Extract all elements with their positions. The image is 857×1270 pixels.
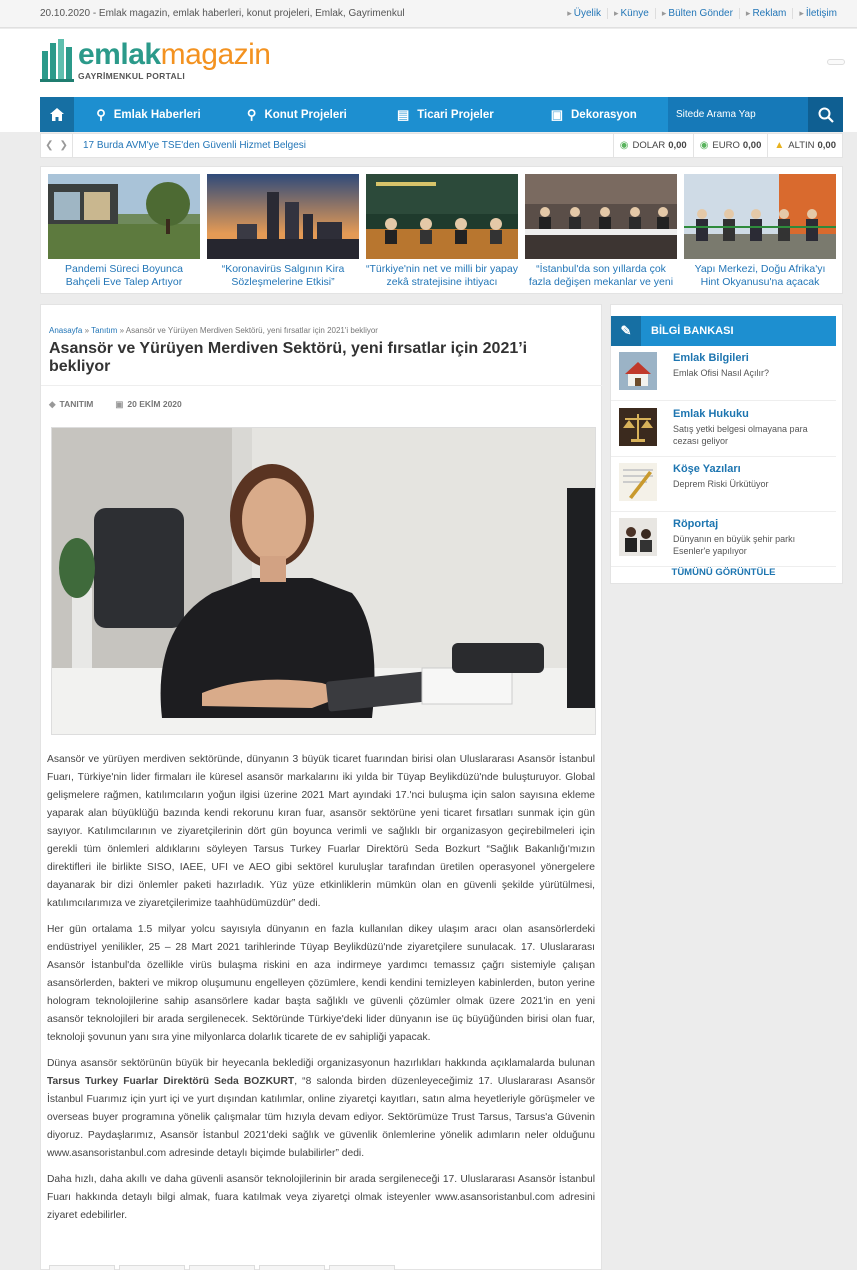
sidebar-item-desc: Emlak Ofisi Nasıl Açılır? — [673, 368, 770, 378]
gallery-caption: Yapı Merkezi, Doğu Afrika'yı Hint Okyanusu'na açacak — [694, 263, 826, 288]
currency-value: 0,00 — [668, 140, 687, 151]
currency-value: 0,00 — [817, 140, 836, 151]
home-button[interactable] — [40, 97, 74, 132]
paragraph-text: Dünya asansör sektörünün büyük bir heyecanla beklediği organizasyonun hazırlıkları hakkında açıklamalarda bulunan — [47, 1058, 595, 1069]
list-icon: ▸ — [613, 8, 619, 18]
site-search — [668, 97, 843, 132]
breadcrumb: Anasayfa » Tanıtım » Asansör ve Yürüyen Merdiven Sektörü, yeni fırsatlar için 2021'i bekliyor — [49, 326, 378, 335]
share-button[interactable] — [49, 1265, 115, 1270]
megaphone-icon: ▸ — [745, 8, 751, 18]
sidebar-item-desc: Satış yetki belgesi olmayana para cezası geliyor — [673, 424, 808, 446]
currency-euro — [693, 134, 768, 157]
currency-dollar — [613, 134, 693, 157]
top-link-membership[interactable] — [561, 8, 607, 19]
nav-dekorasyon[interactable] — [520, 97, 668, 132]
gold-bars-icon: ▲ — [774, 140, 785, 151]
nav-konut-projeleri[interactable] — [223, 97, 371, 132]
currency-gold — [767, 134, 842, 157]
gallery-item[interactable] — [684, 174, 836, 289]
sidebar-thumb-scales — [619, 408, 657, 446]
logo-part-emlak: emlak — [78, 38, 161, 71]
gallery-item[interactable] — [207, 174, 359, 289]
search-icon — [818, 107, 834, 123]
gallery-image-panel-stage — [366, 174, 518, 259]
currency-label: EURO — [712, 140, 740, 151]
sidebar-item-title: Röportaj — [673, 518, 719, 530]
article-body — [47, 751, 595, 1233]
ticker-headline[interactable]: 17 Burda AVM'ye TSE'den Güvenli Hizmet Belgesi — [83, 140, 307, 151]
widget-header — [611, 316, 836, 346]
article-photo — [51, 427, 596, 735]
gallery-image-city-skyline — [207, 174, 359, 259]
top-link-label: Üyelik — [573, 8, 601, 19]
featured-gallery — [40, 166, 843, 294]
main-nav — [40, 97, 843, 132]
chart-icon: ▤ — [396, 106, 410, 122]
top-link-label: Reklam — [752, 8, 787, 19]
article-title: Asansör ve Yürüyen Merdiven Sektörü, yeni fırsatlar için 2021’i bekliyor — [49, 340, 528, 375]
search-icon: ⚲ — [246, 106, 257, 122]
article-meta — [49, 399, 182, 410]
breadcrumb-current: Asansör ve Yürüyen Merdiven Sektörü, yeni fırsatlar için 2021'i bekliyor — [125, 326, 378, 335]
chevron-right-icon[interactable]: ❯ — [59, 140, 68, 151]
sofa-icon: ▣ — [550, 106, 563, 122]
top-link-contact[interactable] — [792, 8, 843, 19]
sidebar-item-emlak-bilgileri[interactable] — [611, 346, 836, 401]
nav-label: Ticari Projeler — [417, 108, 494, 121]
breadcrumb-home[interactable]: Anasayfa — [49, 326, 83, 335]
dollar-icon: ◉ — [619, 140, 629, 151]
date-label: 20 EKİM 2020 — [127, 399, 182, 409]
article-paragraph: Asansör ve yürüyen merdiven sektöründe, dünyanın 3 büyük ticaret fuarından birisi olan Uluslararası Asansör İstanbul Fuarı, Türkiye'nin lider firmaları ile küresel asansör markalarını iki yılda bir Tüyap Beylikdüzü'nde buluşturuyor. Global gelişmelere rağmen, katılımcıların yoğun ilgisi üzerine 2021 Mart ayındaki 17.'nci buluşma için salon sayısına ekleme yaparak alan büyüklüğü bazında kendi rekorunu kıran fuar, asansör sektörüne yeni ticaret fırsatları sunmak için gün sayıyor. Katılımcılarının ve ziyaretçilerinin dört gün boyunca verimli ve sağlıklı bir organizasyon geçirebilmeleri için gerekli tüm önlemleri aldıklarını söyleyen Tarsus Turkey Fuarlar Direktörü Seda Bozkurt “Sağlık Bakanlığı'mızın direktifleri ile birlikte SISO, IAEE, UFI ve AEO gibi sektörel kuruluşlar tarafından üretilen operasyonel yönergelere dayanarak bir dizi önlemler paketi hazırladık. Yüz yüze etkinliklerin mümkün olan en güvenli şekilde yürütülmesi, katılımcılarımıza ve ziyaretçilerimize taahhüdümüzdür” dedi. — [47, 754, 595, 909]
sidebar-thumb-house — [619, 352, 657, 390]
share-bar — [49, 1265, 395, 1270]
nav-label: Emlak Haberleri — [113, 108, 201, 121]
sidebar-item-desc: Dünyanın en büyük şehir parkı Esenler'e yapılıyor — [673, 534, 796, 556]
site-logo[interactable] — [40, 39, 270, 83]
gallery-caption: “İstanbul'da son yıllarda çok fazla değişen mekanlar ve yeni — [528, 263, 674, 288]
logo-wordmark — [78, 39, 270, 71]
nav-label: Konut Projeleri — [264, 108, 347, 121]
ticker-arrows — [41, 134, 73, 157]
sidebar-item-desc: Deprem Riski Ürkütüyor — [673, 479, 769, 489]
sidebar-thumb-pen-paper — [619, 463, 657, 501]
nav-label: Dekorasyon — [571, 108, 637, 121]
site-info-text: 20.10.2020 - Emlak magazin, emlak haberleri, konut projeleri, Emlak, Gayrimenkul — [40, 8, 405, 19]
header-toggle[interactable] — [827, 59, 845, 65]
category-label: TANITIM — [59, 399, 94, 409]
top-link-label: Künye — [620, 8, 649, 19]
search-icon: ⚲ — [96, 106, 106, 122]
widget-title: BİLGİ BANKASI — [651, 325, 734, 337]
share-button[interactable] — [329, 1265, 395, 1270]
layers-icon: ◆ — [49, 399, 56, 409]
top-link-newsletter[interactable] — [655, 8, 739, 19]
article — [40, 304, 602, 1270]
home-icon — [50, 108, 64, 121]
share-button[interactable] — [259, 1265, 325, 1270]
knowledge-bank-widget — [610, 304, 843, 584]
currency-label: ALTIN — [788, 140, 815, 151]
sidebar-item-emlak-hukuku[interactable] — [611, 402, 836, 457]
article-date — [115, 399, 181, 410]
calendar-icon: ▣ — [115, 399, 124, 409]
divider — [41, 385, 603, 386]
share-button[interactable] — [189, 1265, 255, 1270]
nav-ticari-projeler[interactable] — [371, 97, 519, 132]
mail-icon: ▸ — [661, 8, 667, 18]
article-paragraph — [47, 1055, 595, 1163]
gallery-image-conference — [525, 174, 677, 259]
top-link-ads[interactable] — [739, 8, 792, 19]
top-link-label: Bülten Gönder — [668, 8, 733, 19]
logo-building-icon — [40, 39, 74, 83]
sidebar-item-title: Emlak Hukuku — [673, 408, 749, 420]
top-link-masthead[interactable] — [607, 8, 655, 19]
top-links — [561, 8, 843, 19]
chevron-left-icon[interactable]: ❮ — [45, 140, 54, 151]
euro-icon: ◉ — [699, 140, 709, 151]
article-paragraph: Daha hızlı, daha akıllı ve daha güvenli asansör teknolojilerinin bir arada sergileneceği 17. Uluslararası Asansör İstanbul Fuarı hakkında detaylı bilgi almak, fuara katılmak veya ziyaretçi olmak isteyenler www.asansoristanbul.com adresini ziyaret edebilirler. — [47, 1174, 595, 1221]
pen-icon: ✎ — [611, 316, 641, 346]
gallery-caption: “Türkiye'nin net ve milli bir yapay zekâ stratejisine ihtiyacı — [366, 263, 518, 288]
search-button[interactable] — [808, 97, 843, 132]
article-category[interactable] — [49, 399, 93, 410]
logo-tagline: GAYRİMENKUL PORTALI — [78, 71, 186, 81]
phone-icon: ▸ — [799, 8, 804, 18]
sidebar-item-kose-yazilari[interactable] — [611, 457, 836, 512]
gallery-item[interactable] — [48, 174, 200, 289]
share-button[interactable] — [119, 1265, 185, 1270]
gallery-item[interactable] — [366, 174, 518, 289]
currency-value: 0,00 — [742, 140, 762, 151]
paragraph-bold-text: Tarsus Turkey Fuarlar Direktörü Seda BOZKURT — [47, 1076, 295, 1087]
gallery-image-garden-house — [48, 174, 200, 259]
sidebar-item-title: Emlak Bilgileri — [673, 352, 749, 364]
sidebar-thumb-interview — [619, 518, 657, 556]
gallery-image-ribbon-ceremony — [684, 174, 836, 259]
currency-label: DOLAR — [632, 140, 666, 151]
gallery-caption: Pandemi Süreci Boyunca Bahçeli Eve Talep Artıyor — [65, 263, 183, 288]
breadcrumb-category[interactable]: Tanıtım — [91, 326, 118, 335]
sidebar-item-roportaj[interactable] — [611, 512, 836, 567]
news-ticker — [40, 133, 843, 158]
user-icon: ▸ — [567, 8, 572, 18]
search-input[interactable] — [668, 97, 808, 132]
nav-emlak-haberleri[interactable] — [74, 97, 222, 132]
top-bar — [0, 0, 857, 28]
gallery-item[interactable] — [525, 174, 677, 289]
top-link-label: İletişim — [805, 8, 837, 19]
article-paragraph: Her gün ortalama 1.5 milyar yolcu sayısıyla dünyanın en fazla kullanılan dikey ulaşım aracı olan asansörlerdeki endüstriyel yenilikler, 25 – 28 Mart 2021 tarihlerinde Tüyap Beylikdüzü'nde ziyaretçilere sunulacak. 17. Uluslararası Asansör İstanbul'da özellikle virüs bulaşma riskini en aza indirmeye yardımcı temassız çağrı sistemiyle çalışan asansörlerden, bakteri ve mikrop oluşumunu engelleyen çözümlere, kendi kendini temizleyen kabinlerden, buton yerine hologram teknolojilerine sahip asansörlere kadar başta sağlıklı ve güvenli çözümler olmak üzere 2021'in en yeni asansör teknolojileri bir arada sergilenecek. Sektöründe Türkiye'deki lider dünyanın ise üç büyüğünden birisi olan fuar, teknoloji şovunun yanı sıra yine milyonlarca dolarlık ticarete de ev sahipliği yapacak. — [47, 924, 595, 1043]
paragraph-text: , “8 salonda birden düzenleyeceğimiz 17. Uluslararası Asansör İstanbul Fuarımız için yurt içi ve yurt dışından katılımlar, online ziyaretçi kayıtları, satın alma heyetleriyle görüşmeler ve overseas buyer programına yönelik çalışmalar tüm hızıyla devam ediyor. Sektörümüze Trust Tarsus, Tarsus'a Güvenin diyoruz. Paydaşlarımız, Asansör İstanbul 2021'deki sağlık ve güvenlik önlemlerine yönelik adımların neler olduğunu www.asansoristanbul.com adresinde detaylı biçimde bulabilirler” dedi. — [47, 1076, 595, 1159]
gallery-caption: “Koronavirüs Salgının Kira Sözleşmelerine Etkisi” — [221, 263, 345, 288]
sidebar-item-title: Köşe Yazıları — [673, 463, 741, 475]
view-all-link[interactable]: TÜMÜNÜ GÖRÜNTÜLE — [671, 567, 776, 578]
logo-part-magazin: magazin — [160, 38, 271, 71]
